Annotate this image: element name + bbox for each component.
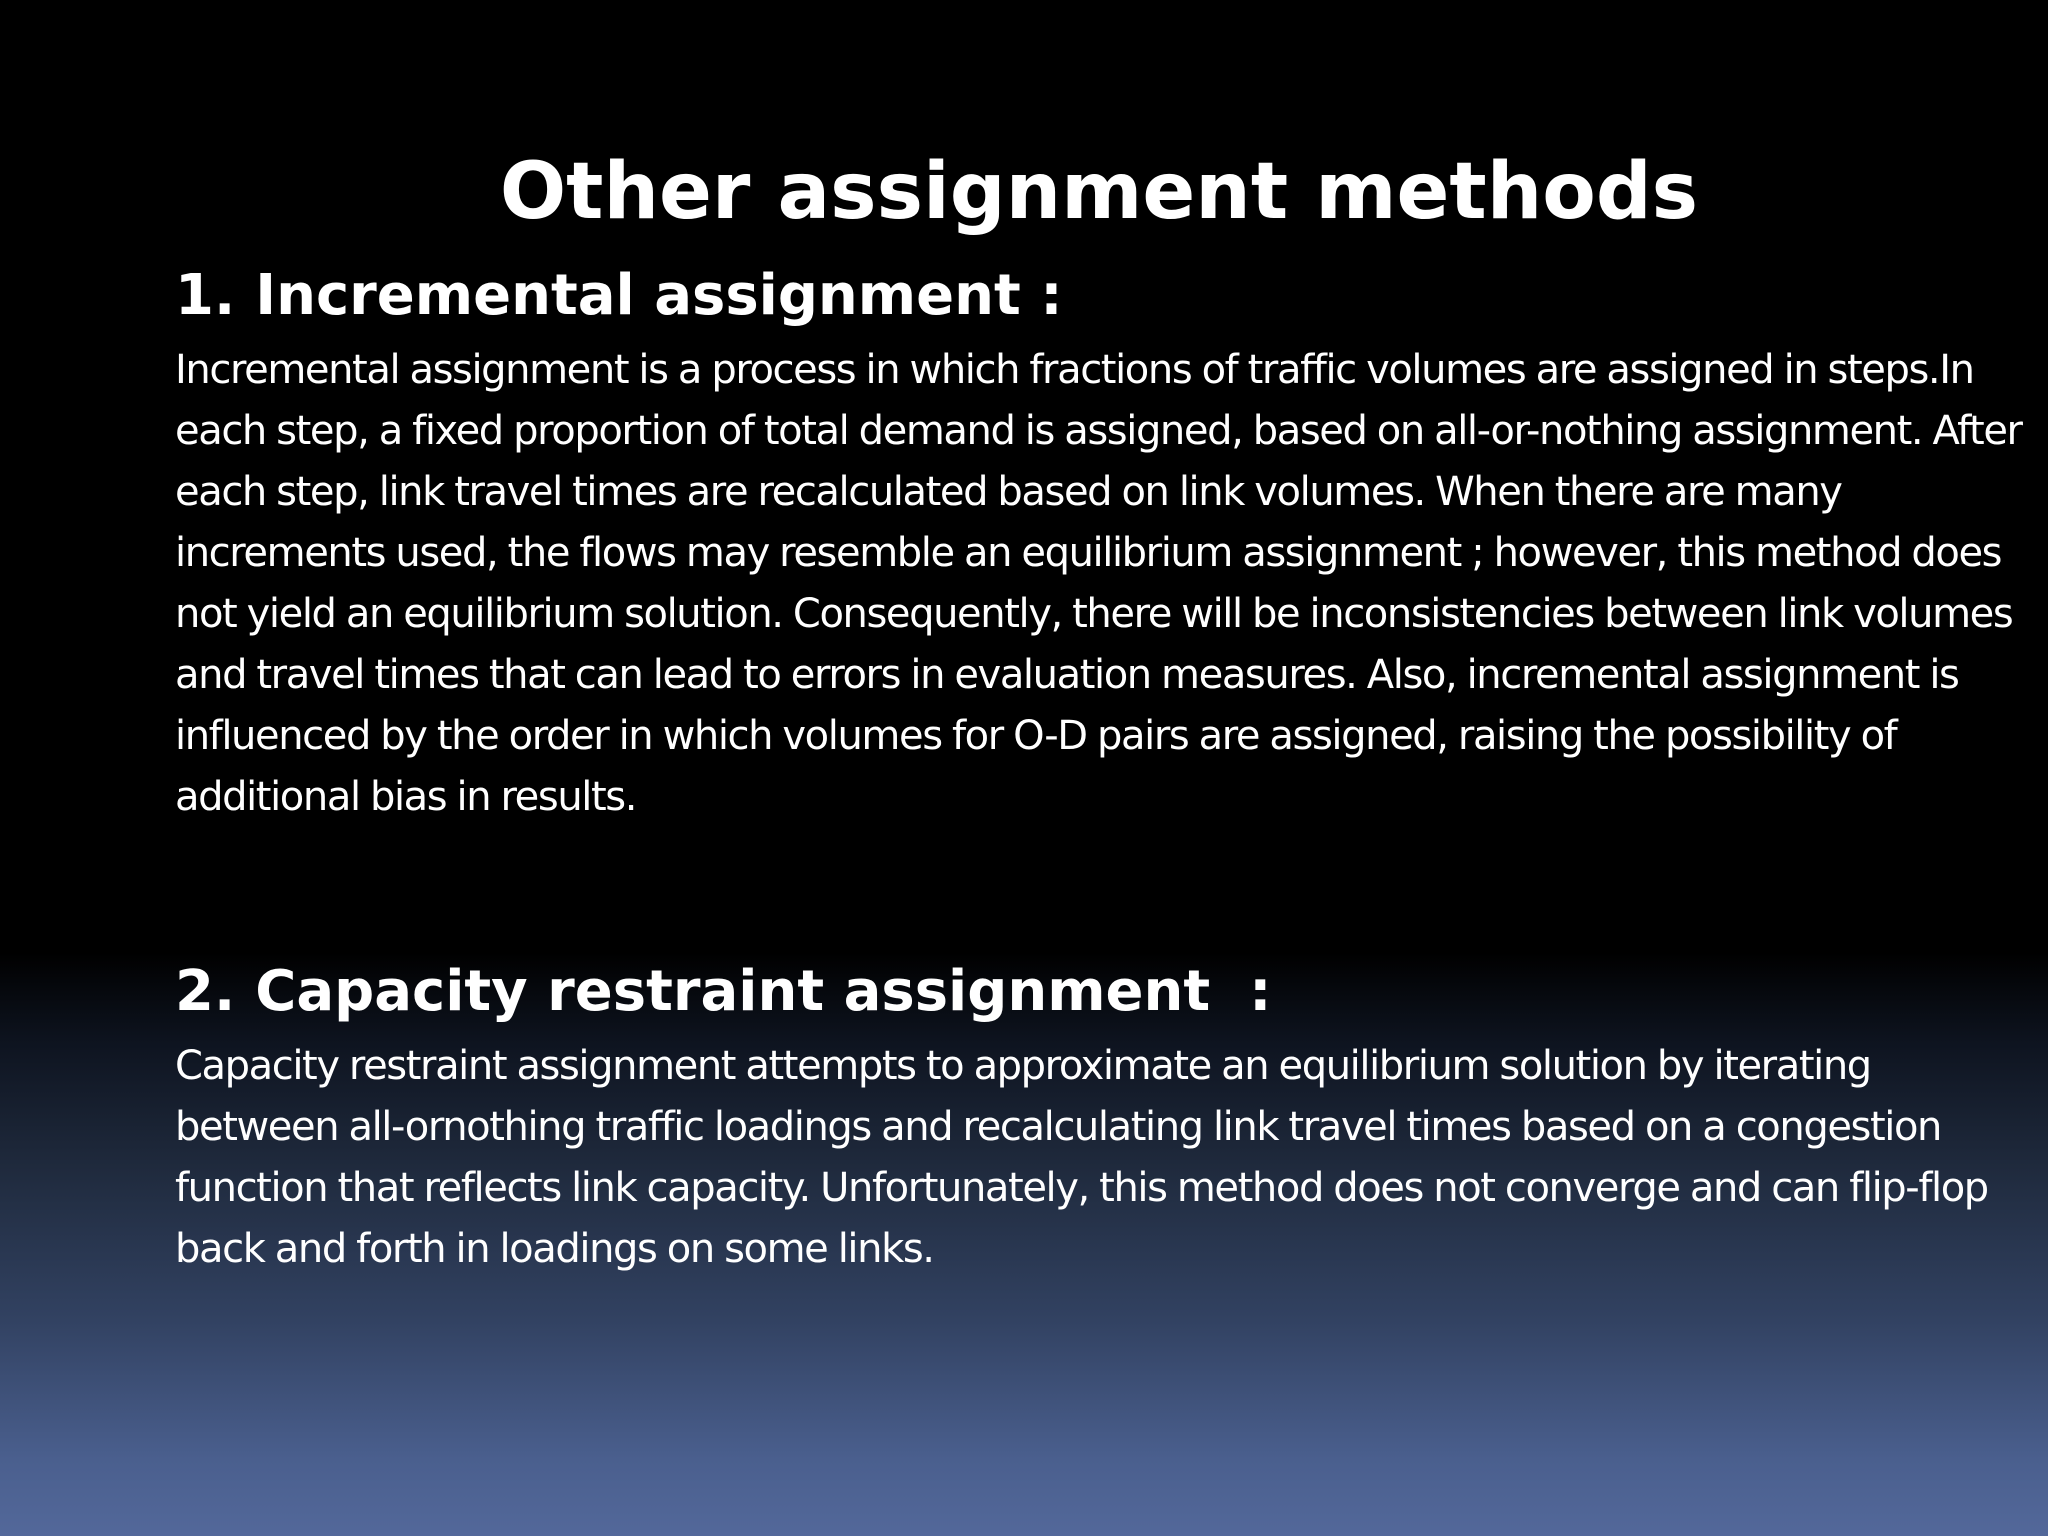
section-body-capacity-restraint: Capacity restraint assignment attempts to approximate an equilibrium solution by iterating between all-ornothing traffic loadings and recalculating link travel times based on a congestion function that reflects link capacity. Unfortunately, this method does not converge and can flip-flop back and forth in loadings on some links. — [175, 1043, 1988, 1272]
section-heading-text: Capacity restraint assignment : — [255, 959, 1272, 1024]
section-heading-text: Incremental assignment : — [255, 263, 1063, 328]
section-heading-incremental — [175, 262, 1063, 329]
slide-title: Other assignment methods — [499, 147, 1699, 237]
section-number: 1. — [175, 263, 236, 328]
section-heading-capacity-restraint — [175, 958, 1272, 1025]
section-body-incremental: Incremental assignment is a process in which fractions of traffic volumes are assigned in steps.In each step, a fixed proportion of total demand is assigned, based on all-or-nothing assignment. After each step, link travel times are recalculated based on link volumes. When there are many increments used, the flows may resemble an equilibrium assignment ; however, this method does not yield an equilibrium solution. Consequently, there will be inconsistencies between link volumes and travel times that can lead to errors in evaluation measures. Also, incremental assignment is influenced by the order in which volumes for O-D pairs are assigned, raising the possibility of additional bias in results. — [175, 347, 2022, 820]
section-number: 2. — [175, 959, 236, 1024]
